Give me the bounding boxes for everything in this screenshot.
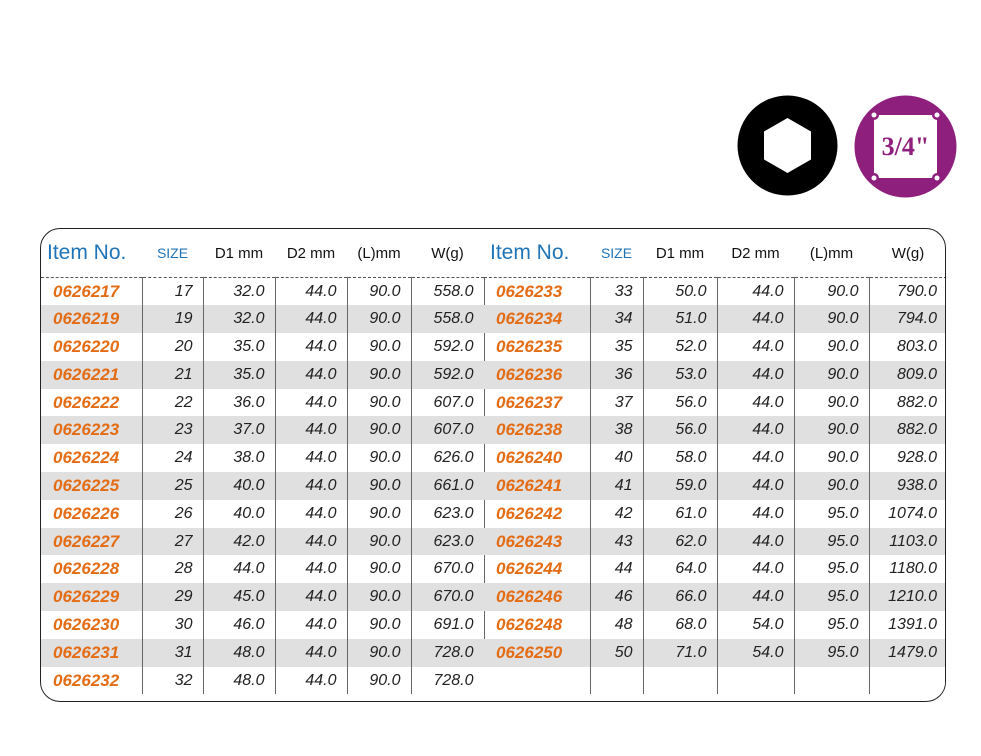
cell-weight: 1479.0 xyxy=(869,639,946,667)
cell-size: 38 xyxy=(590,416,643,444)
cell-weight: 1103.0 xyxy=(869,528,946,556)
cell-length: 90.0 xyxy=(794,389,869,417)
cell-size: 40 xyxy=(590,444,643,472)
cell-item-no: 0626231 xyxy=(41,639,142,667)
cell-item-no: 0626235 xyxy=(484,333,590,361)
spec-table-left xyxy=(41,229,485,694)
table-row xyxy=(41,528,484,556)
cell-length: 95.0 xyxy=(794,583,869,611)
header-item-no: Item No. xyxy=(484,229,590,278)
cell-length: 95.0 xyxy=(794,611,869,639)
table-row xyxy=(484,333,946,361)
table-row xyxy=(484,500,946,528)
cell-d2: 44.0 xyxy=(717,333,794,361)
cell-size: 17 xyxy=(142,278,203,306)
header-item-no: Item No. xyxy=(41,229,142,278)
cell-size: 35 xyxy=(590,333,643,361)
cell-item-no: 0626223 xyxy=(41,416,142,444)
cell-d1: 53.0 xyxy=(643,361,717,389)
cell-d1: 68.0 xyxy=(643,611,717,639)
cell-d2: 44.0 xyxy=(275,416,347,444)
cell-length: 90.0 xyxy=(794,444,869,472)
cell-size: 33 xyxy=(590,278,643,306)
cell-weight: 1074.0 xyxy=(888,504,937,522)
header-row xyxy=(484,229,946,278)
cell-d2: 44.0 xyxy=(717,278,794,306)
cell-d2: 44.0 xyxy=(275,611,347,639)
cell-d1: 42.0 xyxy=(203,528,275,556)
cell-length: 90.0 xyxy=(794,416,869,444)
cell-size: 43 xyxy=(590,528,643,556)
cell-length: 90.0 xyxy=(794,305,869,333)
cell-length: 90.0 xyxy=(347,528,411,556)
cell-d1: 61.0 xyxy=(643,500,717,528)
header-d1: D1 mm xyxy=(203,229,275,278)
cell-size: 24 xyxy=(142,444,203,472)
header-weight: W(g) xyxy=(869,229,946,278)
cell-item-no: 0626224 xyxy=(41,444,142,472)
cell-d1: 45.0 xyxy=(203,583,275,611)
header-row xyxy=(41,229,484,278)
drive-size-label: 3/4" xyxy=(881,131,930,161)
cell-d1: 46.0 xyxy=(203,611,275,639)
cell-item-no: 0626250 xyxy=(484,639,590,667)
cell-size: 25 xyxy=(142,472,203,500)
spec-table xyxy=(40,228,946,702)
table-row xyxy=(41,667,484,695)
cell-d1: 36.0 xyxy=(203,389,275,417)
cell-weight: 592.0 xyxy=(411,361,484,389)
table-row xyxy=(41,583,484,611)
cell-weight: 670.0 xyxy=(411,555,484,583)
cell-size: 41 xyxy=(590,472,643,500)
cell-item-no: 0626222 xyxy=(41,389,142,417)
cell-size: 21 xyxy=(142,361,203,389)
cell-size: 28 xyxy=(142,555,203,583)
table-row xyxy=(41,278,484,306)
cell-d2: 44.0 xyxy=(717,305,794,333)
cell-d1: 35.0 xyxy=(203,333,275,361)
cell-d1: 38.0 xyxy=(203,444,275,472)
header-size: SIZE xyxy=(590,229,643,278)
cell-length: 90.0 xyxy=(347,278,411,306)
cell-item-no: 0626230 xyxy=(41,611,142,639)
cell-weight: 938.0 xyxy=(869,472,946,500)
cell-d1: 59.0 xyxy=(643,472,717,500)
cell-length: 90.0 xyxy=(347,611,411,639)
spec-table-right xyxy=(484,229,946,694)
cell-item-no: 0626228 xyxy=(41,555,142,583)
cell-d1: 71.0 xyxy=(643,639,717,667)
table-row xyxy=(41,611,484,639)
cell-item-no: 0626248 xyxy=(484,611,590,639)
table-row xyxy=(484,444,946,472)
cell-length xyxy=(794,667,869,695)
cell-length: 90.0 xyxy=(794,333,869,361)
cell-item-no: 0626232 xyxy=(41,667,142,695)
cell-length: 90.0 xyxy=(347,583,411,611)
cell-d2: 44.0 xyxy=(275,361,347,389)
table-row xyxy=(484,305,946,333)
cell-d2: 44.0 xyxy=(275,278,347,306)
cell-size: 29 xyxy=(142,583,203,611)
cell-d1: 48.0 xyxy=(203,667,275,695)
cell-size: 23 xyxy=(142,416,203,444)
cell-item-no: 0626234 xyxy=(484,305,590,333)
table-row xyxy=(41,305,484,333)
cell-weight: 1391.0 xyxy=(888,615,937,633)
cell-length: 90.0 xyxy=(347,555,411,583)
cell-length: 90.0 xyxy=(347,305,411,333)
cell-d2: 44.0 xyxy=(275,639,347,667)
cell-item-no: 0626242 xyxy=(484,500,590,528)
cell-length: 90.0 xyxy=(794,472,869,500)
cell-d2: 54.0 xyxy=(717,611,794,639)
cell-d1: 58.0 xyxy=(643,444,717,472)
table-row xyxy=(41,444,484,472)
cell-d2: 44.0 xyxy=(275,305,347,333)
cell-d1: 50.0 xyxy=(643,278,717,306)
cell-d2: 44.0 xyxy=(717,472,794,500)
cell-d1: 32.0 xyxy=(203,278,275,306)
header-d2: D2 mm xyxy=(275,229,347,278)
cell-size: 34 xyxy=(590,305,643,333)
cell-weight: 607.0 xyxy=(411,389,484,417)
cell-weight: 882.0 xyxy=(869,416,946,444)
cell-d2: 44.0 xyxy=(717,528,794,556)
cell-weight: 592.0 xyxy=(411,333,484,361)
cell-length: 90.0 xyxy=(794,361,869,389)
table-row xyxy=(41,361,484,389)
cell-d1: 62.0 xyxy=(643,528,717,556)
cell-size: 27 xyxy=(142,528,203,556)
table-row xyxy=(41,389,484,417)
cell-d2: 44.0 xyxy=(275,389,347,417)
cell-item-no: 0626226 xyxy=(41,500,142,528)
cell-size xyxy=(590,667,643,695)
cell-d1: 64.0 xyxy=(643,555,717,583)
cell-weight: 626.0 xyxy=(411,444,484,472)
cell-size: 42 xyxy=(590,500,643,528)
cell-item-no: 0626229 xyxy=(41,583,142,611)
hexagon-socket-icon xyxy=(737,95,838,196)
cell-item-no: 0626241 xyxy=(484,472,590,500)
header-length: (L)mm xyxy=(794,229,869,278)
cell-weight xyxy=(869,667,946,695)
header-d2: D2 mm xyxy=(717,229,794,278)
cell-item-no: 0626219 xyxy=(41,305,142,333)
cell-weight: 790.0 xyxy=(896,282,937,300)
cell-weight: 728.0 xyxy=(411,667,484,695)
table-row xyxy=(484,528,946,556)
cell-weight: 691.0 xyxy=(411,611,484,639)
cell-size: 32 xyxy=(142,667,203,695)
cell-size: 50 xyxy=(590,639,643,667)
cell-d1 xyxy=(643,667,717,695)
cell-d2: 44.0 xyxy=(275,528,347,556)
cell-weight: 803.0 xyxy=(896,337,937,355)
cell-weight: 794.0 xyxy=(869,305,946,333)
cell-weight: 882.0 xyxy=(896,393,937,411)
cell-d2: 44.0 xyxy=(275,583,347,611)
cell-length: 90.0 xyxy=(347,667,411,695)
table-row xyxy=(484,389,946,417)
cell-d1: 48.0 xyxy=(203,639,275,667)
cell-d1: 66.0 xyxy=(643,583,717,611)
cell-d2: 44.0 xyxy=(275,472,347,500)
cell-length: 90.0 xyxy=(347,416,411,444)
cell-size: 19 xyxy=(142,305,203,333)
table-row xyxy=(484,583,946,611)
cell-length: 95.0 xyxy=(794,639,869,667)
cell-d2: 44.0 xyxy=(275,555,347,583)
table-row xyxy=(41,333,484,361)
cell-size: 30 xyxy=(142,611,203,639)
table-row xyxy=(41,639,484,667)
cell-weight: 558.0 xyxy=(411,305,484,333)
cell-length: 95.0 xyxy=(794,555,869,583)
cell-d2: 44.0 xyxy=(717,444,794,472)
cell-weight: 928.0 xyxy=(896,449,937,467)
cell-d1: 35.0 xyxy=(203,361,275,389)
header-d1: D1 mm xyxy=(643,229,717,278)
table-row xyxy=(484,667,946,695)
cell-size: 37 xyxy=(590,389,643,417)
cell-weight: 670.0 xyxy=(411,583,484,611)
cell-length: 90.0 xyxy=(347,500,411,528)
cell-d1: 56.0 xyxy=(643,389,717,417)
cell-d1: 40.0 xyxy=(203,500,275,528)
header-size: SIZE xyxy=(142,229,203,278)
cell-item-no: 0626220 xyxy=(41,333,142,361)
cell-d1: 37.0 xyxy=(203,416,275,444)
cell-length: 90.0 xyxy=(347,444,411,472)
cell-weight: 623.0 xyxy=(411,528,484,556)
header-length: (L)mm xyxy=(347,229,411,278)
cell-weight: 607.0 xyxy=(411,416,484,444)
table-row xyxy=(484,639,946,667)
cell-item-no xyxy=(484,667,590,695)
cell-item-no: 0626246 xyxy=(484,583,590,611)
cell-d1: 40.0 xyxy=(203,472,275,500)
header-weight: W(g) xyxy=(411,229,484,278)
cell-d2: 44.0 xyxy=(717,416,794,444)
cell-d1: 51.0 xyxy=(643,305,717,333)
cell-d2: 44.0 xyxy=(275,444,347,472)
cell-weight: 1180.0 xyxy=(889,560,937,578)
table-row xyxy=(41,500,484,528)
cell-d2: 44.0 xyxy=(717,361,794,389)
cell-size: 46 xyxy=(590,583,643,611)
cell-size: 26 xyxy=(142,500,203,528)
cell-d2: 54.0 xyxy=(717,639,794,667)
cell-weight: 661.0 xyxy=(411,472,484,500)
cell-length: 95.0 xyxy=(794,528,869,556)
cell-d2 xyxy=(717,667,794,695)
cell-length: 90.0 xyxy=(347,333,411,361)
cell-item-no: 0626227 xyxy=(41,528,142,556)
cell-length: 90.0 xyxy=(347,639,411,667)
cell-length: 90.0 xyxy=(347,361,411,389)
cell-item-no: 0626244 xyxy=(484,555,590,583)
cell-item-no: 0626243 xyxy=(484,528,590,556)
table-row xyxy=(484,278,946,306)
cell-size: 36 xyxy=(590,361,643,389)
cell-item-no: 0626225 xyxy=(41,472,142,500)
cell-d1: 52.0 xyxy=(643,333,717,361)
cell-d2: 44.0 xyxy=(717,500,794,528)
table-row xyxy=(484,555,946,583)
cell-size: 31 xyxy=(142,639,203,667)
cell-size: 20 xyxy=(142,333,203,361)
cell-size: 44 xyxy=(590,555,643,583)
cell-d2: 44.0 xyxy=(275,667,347,695)
cell-length: 90.0 xyxy=(347,389,411,417)
cell-d1: 32.0 xyxy=(203,305,275,333)
cell-length: 90.0 xyxy=(347,472,411,500)
cell-item-no: 0626240 xyxy=(484,444,590,472)
table-row xyxy=(41,416,484,444)
cell-weight: 809.0 xyxy=(869,361,946,389)
table-row xyxy=(484,416,946,444)
cell-length: 95.0 xyxy=(794,500,869,528)
cell-d2: 44.0 xyxy=(275,333,347,361)
cell-item-no: 0626237 xyxy=(484,389,590,417)
cell-weight: 1210.0 xyxy=(869,583,946,611)
cell-d2: 44.0 xyxy=(717,555,794,583)
cell-size: 48 xyxy=(590,611,643,639)
cell-d2: 44.0 xyxy=(717,389,794,417)
cell-weight: 623.0 xyxy=(411,500,484,528)
cell-length: 90.0 xyxy=(794,278,869,306)
cell-item-no: 0626233 xyxy=(484,278,590,306)
table-row xyxy=(484,361,946,389)
cell-item-no: 0626217 xyxy=(41,278,142,306)
table-row xyxy=(41,472,484,500)
cell-size: 22 xyxy=(142,389,203,417)
cell-d1: 56.0 xyxy=(643,416,717,444)
cell-d2: 44.0 xyxy=(275,500,347,528)
table-row xyxy=(41,555,484,583)
cell-d2: 44.0 xyxy=(717,583,794,611)
cell-item-no: 0626238 xyxy=(484,416,590,444)
cell-item-no: 0626236 xyxy=(484,361,590,389)
cell-d1: 44.0 xyxy=(203,555,275,583)
table-row xyxy=(484,472,946,500)
cell-weight: 558.0 xyxy=(411,278,484,306)
cell-item-no: 0626221 xyxy=(41,361,142,389)
table-row xyxy=(484,611,946,639)
cell-weight: 728.0 xyxy=(411,639,484,667)
